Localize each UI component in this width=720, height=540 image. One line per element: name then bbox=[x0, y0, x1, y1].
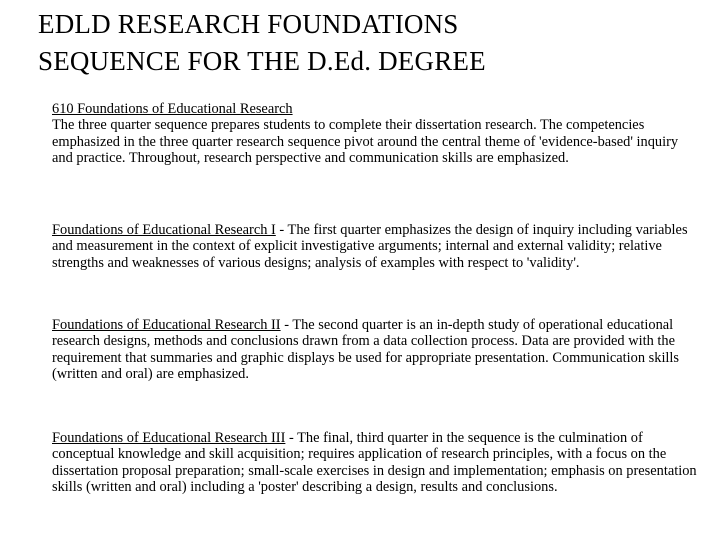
section-research-ii-heading: Foundations of Educational Research II bbox=[52, 317, 281, 333]
section-overview-heading: 610 Foundations of Educational Research bbox=[52, 101, 293, 117]
section-overview-text: The three quarter sequence prepares students to complete their dissertation research. The competencies emphasized in the three quarter research sequence pivot around the central theme of 'evidence-based' inquiry and practice. Throughout, research perspective and communication skills are emphasized. bbox=[52, 117, 679, 167]
section-overview bbox=[52, 101, 702, 167]
title-line-1: EDLD RESEARCH FOUNDATIONS bbox=[38, 9, 459, 39]
section-research-iii bbox=[52, 430, 702, 496]
slide-title bbox=[38, 6, 698, 80]
section-research-i bbox=[52, 222, 702, 271]
section-research-ii bbox=[52, 317, 702, 383]
section-research-iii-heading: Foundations of Educational Research III bbox=[52, 430, 286, 446]
section-research-iii-text: - The final, third quarter in the sequence is the culmination of conceptual knowledge and skill acquisition; requires application of research principles, with a focus on the dissertation proposal preparation; small-scale exercises in design and implementation; emphasis on presentation skills (written and oral) including a 'poster' describing a design, results and conclusions. bbox=[52, 430, 697, 496]
section-research-i-heading: Foundations of Educational Research I bbox=[52, 222, 276, 238]
section-research-ii-text: - The second quarter is an in-depth study of operational educational research designs, methods and conclusions drawn from a data collection process. Data are provided with the requirement that summaries and graphic displays be used for appropriate presentation. Communication skills (written and oral) are emphasized. bbox=[52, 317, 680, 383]
section-research-i-text: - The first quarter emphasizes the design of inquiry including variables and measurement in the context of explicit investigative arguments; internal and external validity; relative strengths and weaknesses of various designs; analysis of examples with respect to 'validity'. bbox=[52, 222, 688, 271]
title-line-2: SEQUENCE FOR THE D.Ed. DEGREE bbox=[38, 46, 486, 76]
